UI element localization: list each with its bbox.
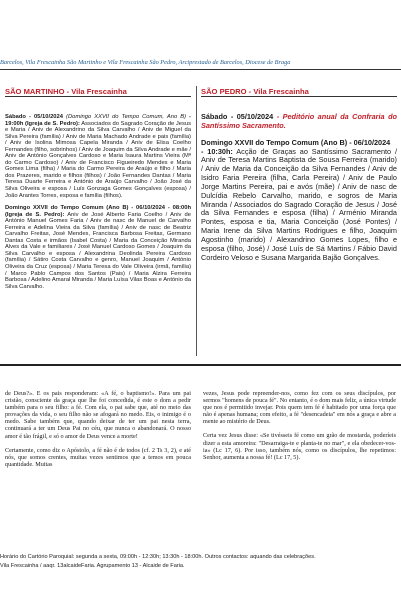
sao-martinho-intentions — [5, 114, 191, 296]
entry-intentions: Acção de Graças ao Santíssimo Sacramento / Aniv de Teresa Martins Baptista de Sousa Ferreira (marido) / Aniv de Maria da Conceição da Silva Fernandes / Aniv de Isidro Faria Pereira (filha, Carla Pereira) / Aniv de Paulo Jorge Martins Pereira, pai e avós (mãe) / Aniv de nasc de Dulcídia Rebelo Carvalho, marido, e sogros de Maria Miranda / Associados do Sagrado Coração de Jesus / José da Silva Fernandes e esposa (filha) / Arménio Miranda Pontes, esposa e tia, Maria Conceição (José Pontes) / Maria Irene da Silva Martins Rodrigues e filho, Joaquim Agostinho (marido) / Alexandrino Gomes Lopes, filho e esposa (filho, José) / José Luís de Sá Martins / Fábio David Cordeiro Veloso e Susana Margarida Bajão Gonçalves. — [201, 146, 397, 262]
left-title-underline — [5, 96, 191, 97]
entry-time: - 10:30h: — [201, 146, 233, 156]
diocese-header: Barcelos, Vila Frescainha São Martinho e Vila Frescainha São Pedro, Arciprestado de Barcelos, Diocese de Braga — [0, 59, 291, 66]
entry-date: Domingo XXVII do Tempo Comum (Ano B) - 06/10/2024 — [201, 137, 391, 147]
gospel-paragraph: Certamente, como diz o Apóstolo, a fé não é de todos (cf. 2 Ts 3, 2), e até nós, que somos crentes, muitas vezes sentimos que a temos em pouca quantidade. Muitas — [5, 446, 191, 468]
entry-date: Sábado - 05/10/2024 — [201, 112, 274, 121]
entry-time-place: - 08:00h (Igreja de S. Pedro): — [5, 205, 191, 218]
entry-intentions: Aniv de José Alberto Faria Coelho / Aniv de António Manuel Gomes Faria / Aniv de nasc de Manuel de Carvalho Ferreira e Adelina Vieira da Silva (família) / Aniv de nasc de Beatriz Carvalho Freitas, José Mendes, Francisca Barbosa Freitas, Germano Dantas Costa e irmãos (Isabel Costa) / Maria da Conceição Miranda Alves da Vale e familiares / José Manuel Cardoso Gomes / Joaquim da Silva Carvalho e esposa / Alexandrina Deolinda Pereira Cardoso (família) / Sátiro Costa Carvalho e genro, Manuel Joaquim / António Oliveira da Cruz (esposa) / Maria Teresa do Vale Oliveira (irmã, família) / Marco Pablo Campos dos Santos (Pais) / Maria Alzira Ferreira Barbosa / Adelino Amaral Miranda / Maria Luísa Vilas Boas e António da Silva Carvalho. — [5, 211, 191, 290]
entry-description: (Domingo XXVII do Tempo Comum, Ano B) — [66, 114, 187, 120]
section-title-sao-martinho: SÃO MARTINHO - Vila Frescainha — [5, 87, 127, 96]
mass-entry-saturday — [5, 114, 191, 199]
sao-pedro-intentions — [201, 113, 397, 271]
office-hours: Horário do Cartório Paroquial: segunda a sexta, 09:00h - 12:30h; 13:30h - 18:00h. Outros contactos: aquando das celebrações. — [0, 554, 316, 560]
entry-intentions: Associados do Sagrado Coração de Jesus e Maria / Aniv de Alexandrino da Silva Carvalho / Aniv de Miguel da Silva Pereira (família) / Aniv de Maria Machado Andrade e pais (família) / Aniv de Isolina Mimosa Capela Miranda / Aniv de Elisa Coelho Fernandes (filho, sobrinhos) / Aniv de Joaquim da Silva Andrade e mãe / Aniv de António Gonçalves Cardoso e Maria Isaura Martins Vieira (Mª do Carmo Cardoso) / Aniv de Francisco Figueiredo Mendes e Maria Gomes Lima (filha) / Maria do Carmo Pereira de Araújo e filho / Maria dos Prazeres, marido e filhos (filhos) / João Fernandes Dantas / Maria Teresa Duarte Ferreira e António de Araújo Carvalho / João José da Silva Oliveira e esposa / Luís Gonzaga Gomes Gonçalves (esposa) / João Arantes Torres, esposa e família (filhos). — [5, 120, 191, 199]
section-divider — [0, 364, 401, 366]
peditorio-entry — [201, 113, 397, 131]
entry-time-place: - 19:00h (Igreja de S. Pedro): — [5, 114, 191, 127]
gospel-paragraph: de Deus?». E os pais responderam: «A fé, o baptismo!». Para um pai cristão, consciente da graça que lhe foi concedida, é este o dom a pedir também para o seu filho: a fé. Com ela, o pai sabe que, até no meio das provações da vida, o seu filho não se afogará no medo. Eis, o inimigo é o medo. Sabe também que, quando deixar de ter um pai nesta terra, continuará a ter um Deus Pai no céu, que nunca o abandonará. O nosso amor é tão frágil, e só o amor de Deus vence a morte! — [5, 390, 191, 440]
section-title-sao-pedro: SÃO PEDRO - Vila Frescainha — [201, 87, 309, 96]
header-divider — [0, 69, 401, 70]
entry-date: Domingo XXVII do Tempo Comum (Ano B) - 06/10/2024 — [5, 205, 166, 212]
mass-entry-sunday — [5, 205, 191, 290]
entry-date: Sábado - 05/10/2024 — [5, 114, 63, 120]
entry-description: - Peditório anual da Confraria do Santíssimo Sacramento. — [201, 112, 397, 130]
gospel-right-column — [203, 390, 396, 468]
parish-contacts: Vila Frescainha / aaqr. 13alcaideFaria. Agrupamento 13 - Alcaide de Faria. — [0, 563, 185, 569]
mass-entry-sunday — [201, 139, 397, 263]
gospel-paragraph: Certa vez Jesus disse: «Se tivésseis fé como um grão de mostarda, poderíeis dizer a esta amoreira: "Desarraiga-te e planta-te no mar", e ela obedecer-vos-ia» (Lc 17, 6). Por isso, também nós, como os discípulos, lhe repetimos: Senhor, aumenta a nossa fé! (Lc 17, 5). — [203, 432, 396, 461]
right-title-underline — [201, 96, 397, 97]
column-divider — [196, 86, 197, 356]
gospel-left-column — [5, 390, 191, 475]
gospel-paragraph: vezes, Jesus pode repreender-nos, como fez com os seus discípulos, por sermos "homens de pouca fé". No entanto, é o dom mais feliz, a única virtude que nos é permitido invejar. Pois quem tem fé é habitado por uma força que não é apenas humana; com efeito, a fé "desencadeia" em nós a graça e abre a mente ao mistério de Deus. — [203, 390, 396, 426]
